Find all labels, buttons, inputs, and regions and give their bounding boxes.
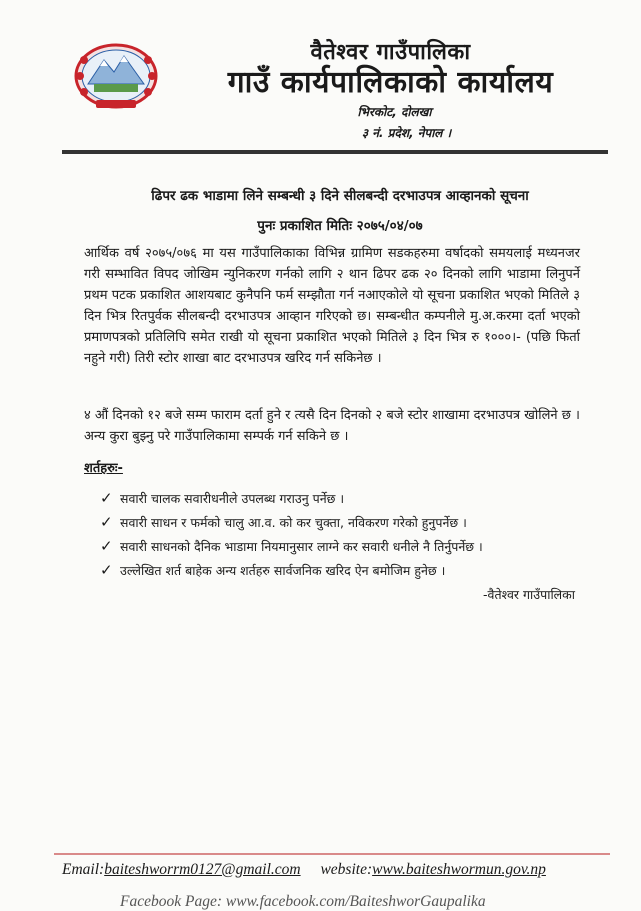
address-line-1: भिरकोट, दोलखा: [357, 105, 432, 119]
check-icon: ✓: [100, 561, 113, 579]
term-item: [100, 486, 483, 510]
email-label: Email:: [62, 861, 105, 878]
website-link[interactable]: www.baiteshwormun.gov.np: [372, 861, 546, 878]
notice-title: ढिपर ढक भाडामा लिने सम्बन्धी ३ दिने सीलबन्दी दरभाउपत्र आव्हानको सूचना: [151, 188, 529, 204]
term-text: उल्लेखित शर्त बाहेक अन्य शर्तहरु सार्वजनिक खरिद ऐन बमोजिम हुनेछ ।: [120, 563, 446, 578]
term-item: [100, 510, 483, 534]
footer-divider: [54, 853, 610, 855]
republished-date: पुनः प्रकाशित मितिः २०७५/०४/०७: [257, 218, 423, 234]
notice-paragraph-1: आर्थिक वर्ष २०७५/०७६ मा यस गाउँपालिकाका विभिन्न ग्रामिण सडकहरुमा वर्षादको समयलाई मध्यनजर गरी सम्भावित विपद जोखिम न्युनिकरण गर्नको लागि २ थान ढिपर ढक २० दिनको लागि भाडामा लिनुपर्ने प्रथम पटक प्रकाशित आशयबाट कुनैपनि फर्म सम्झौता गर्न नआएकोले यो सूचना प्रकाशित भएको मितिले ३ दिन भित्र रितपुर्वक सीलबन्दी दरभाउपत्र आव्हान गरिएको छ। सम्बन्धीत कम्पनीले मु.अ.करमा दर्ता भएको प्रमाणपत्रको प्रतिलिपि समेत राखी यो सूचना प्रकाशित भएको मितिले ३ दिन भित्र रु १०००।- (पछि फिर्ता नहुने गरी) तिरी स्टोर शाखा बाट दरभाउपत्र खरिद गर्न सकिनेछ ।: [84, 246, 580, 366]
signature: -वैतेश्वर गाउँपालिका: [483, 587, 575, 602]
term-text: सवारी चालक सवारीधनीले उपलब्ध गराउनु पर्नेछ ।: [120, 491, 345, 506]
terms-list: [100, 486, 483, 582]
footer-contacts: [62, 861, 546, 879]
email-link[interactable]: baiteshworrm0127@gmail.com: [104, 861, 301, 878]
term-item: [100, 534, 483, 558]
check-icon: ✓: [100, 489, 113, 507]
website-label: website:: [320, 861, 373, 878]
term-item: [100, 558, 483, 582]
facebook-page: Facebook Page: www.facebook.com/BaiteshworGaupalika: [120, 893, 486, 910]
office-title: गाउँ कार्यपालिकाको कार्यालय: [227, 65, 554, 100]
check-icon: ✓: [100, 513, 113, 531]
header-divider: [62, 150, 608, 154]
address-line-2: ३ नं. प्रदेश, नेपाल ।: [361, 126, 452, 140]
notice-paragraph-2: ४ औं दिनको १२ बजे सम्म फाराम दर्ता हुने र त्यसै दिन दिनको २ बजे स्टोर शाखामा दरभाउपत्र खोलिने छ । अन्य कुरा बुझ्नु परे गाउँपालिकामा सम्पर्क गर्न सकिने छ ।: [84, 408, 580, 444]
term-text: सवारी साधनको दैनिक भाडामा नियमानुसार लाग्ने कर सवारी धनीले नै तिर्नुपर्नेछ ।: [120, 539, 483, 554]
term-text: सवारी साधन र फर्मको चालु आ.व. को कर चुक्ता, नविकरण गरेको हुनुपर्नेछ ।: [120, 515, 467, 530]
check-icon: ✓: [100, 537, 113, 555]
org-name: वैतेश्वर गाउँपालिका: [310, 40, 471, 65]
terms-heading: शर्तहरुः-: [84, 461, 123, 476]
